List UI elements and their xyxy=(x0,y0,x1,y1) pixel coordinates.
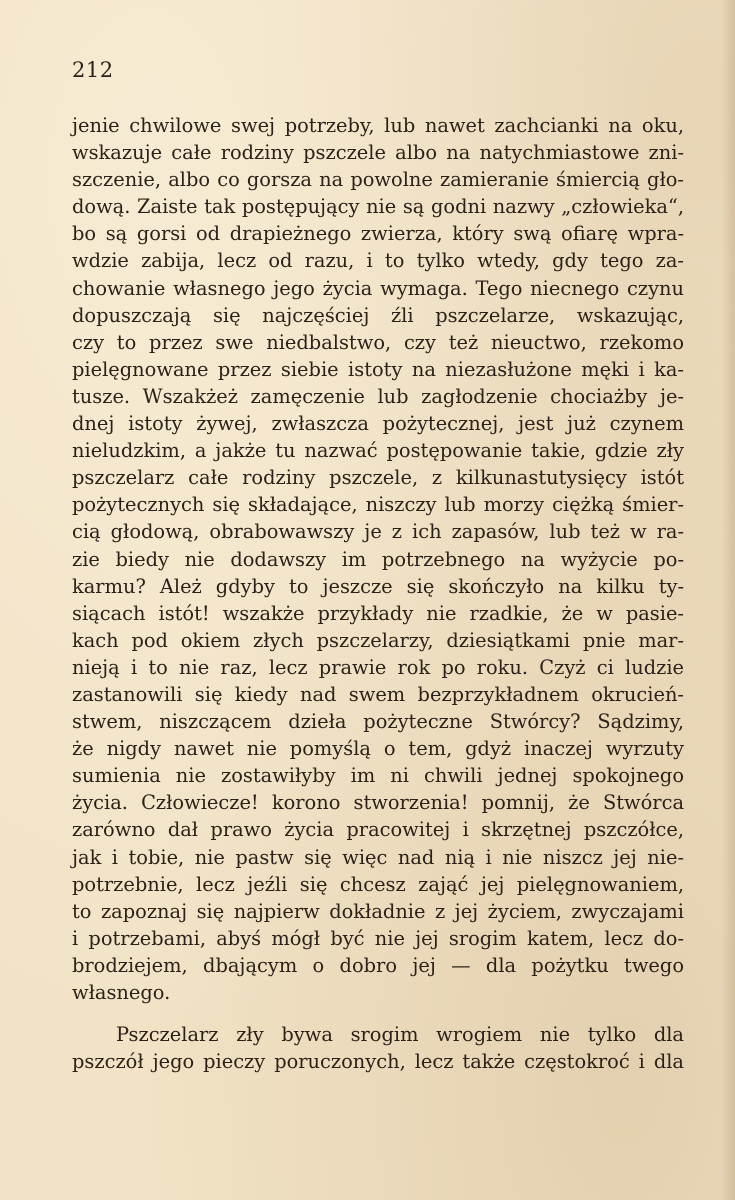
text-line: dową. Zaiste tak postępujący nie są godni nazwy „człowieka“, xyxy=(72,195,684,219)
text-line: to zapoznaj się najpierw dokładnie z jej życiem, zwyczajami xyxy=(72,899,684,923)
text-line: stwem, niszczącem dzieła pożyteczne Stwórcy? Sądzimy, xyxy=(72,710,684,734)
text-line: i potrzebami, abyś mógł być nie jej srogim katem, lecz do- xyxy=(72,926,684,950)
body-text xyxy=(72,112,684,1075)
page-edge-shadow xyxy=(721,0,735,1200)
text-line: zarówno dał prawo życia pracowitej i skrzętnej pszczółce, xyxy=(72,818,684,842)
text-line: sumienia nie zostawiłyby im ni chwili jednej spokojnego xyxy=(72,764,684,788)
text-line: czy to przez swe niedbalstwo, czy też nieuctwo, rzekomo xyxy=(72,330,684,354)
text-line: nieludzkim, a jakże tu nazwać postępowanie takie, gdzie zły xyxy=(72,439,684,463)
text-line: potrzebnie, lecz jeźli się chcesz zająć jej pielęgnowaniem, xyxy=(72,872,684,896)
text-line: wdzie zabija, lecz od razu, i to tylko wtedy, gdy tego za- xyxy=(72,249,684,273)
text-line: Pszczelarz zły bywa srogim wrogiem nie tylko dla xyxy=(116,1023,684,1047)
text-line: własnego. xyxy=(72,981,171,1004)
text-line: kach pod okiem złych pszczelarzy, dziesiątkami pnie mar- xyxy=(72,628,684,652)
text-line: brodziejem, dbającym o dobro jej — dla pożytku twego xyxy=(72,953,684,977)
text-line: że nigdy nawet nie pomyślą o tem, gdyż inaczej wyrzuty xyxy=(72,737,684,761)
paragraph xyxy=(72,112,684,1006)
text-line: pszczelarz całe rodziny pszczele, z kilkunastutysięcy istót xyxy=(72,466,684,490)
text-line: dnej istoty żywej, zwłaszcza pożytecznej, jest już czynem xyxy=(72,412,684,436)
text-line: zastanowili się kiedy nad swem bezprzykładnem okrucień- xyxy=(72,682,684,706)
text-line: chowanie własnego jego życia wymaga. Tego niecnego czynu xyxy=(72,276,684,300)
text-line: karmu? Ależ gdyby to jeszcze się skończyło na kilku ty- xyxy=(72,574,684,598)
text-line: nieją i to nie raz, lecz prawie rok po roku. Czyż ci ludzie xyxy=(72,655,684,679)
text-line: szczenie, albo co gorsza na powolne zamieranie śmiercią gło- xyxy=(72,168,684,192)
text-line: pielęgnowane przez siebie istoty na niezasłużone męki i ka- xyxy=(72,357,684,381)
text-line: jak i tobie, nie pastw się więc nad nią i nie niszcz jej nie- xyxy=(72,845,684,869)
text-line: tusze. Wszakżeż zamęczenie lub zagłodzenie chociażby je- xyxy=(72,384,684,408)
paragraph-gap xyxy=(72,1006,684,1021)
text-line: dopuszczają się najczęściej źli pszczelarze, wskazując, xyxy=(72,303,684,327)
text-line: cią głodową, obrabowawszy je z ich zapasów, lub też w ra- xyxy=(72,520,684,544)
text-line: pożytecznych się składające, niszczy lub morzy ciężką śmier- xyxy=(72,493,684,517)
text-line: pszczół jego pieczy poruczonych, lecz także częstokroć i dla xyxy=(72,1050,684,1074)
text-line: wskazuje całe rodziny pszczele albo na natychmiastowe zni- xyxy=(72,141,684,165)
text-line: siącach istót! wszakże przykłady nie rzadkie, że w pasie- xyxy=(72,601,684,625)
page-number: 212 xyxy=(72,58,114,82)
text-line: jenie chwilowe swej potrzeby, lub nawet zachcianki na oku, xyxy=(72,114,684,137)
text-line: zie biedy nie dodawszy im potrzebnego na wyżycie po- xyxy=(72,547,684,571)
text-line: życia. Człowiecze! korono stworzenia! pomnij, że Stwórca xyxy=(72,791,684,815)
text-line: bo są gorsi od drapieżnego zwierza, który swą ofiarę wpra- xyxy=(72,222,684,246)
paragraph xyxy=(72,1021,684,1075)
